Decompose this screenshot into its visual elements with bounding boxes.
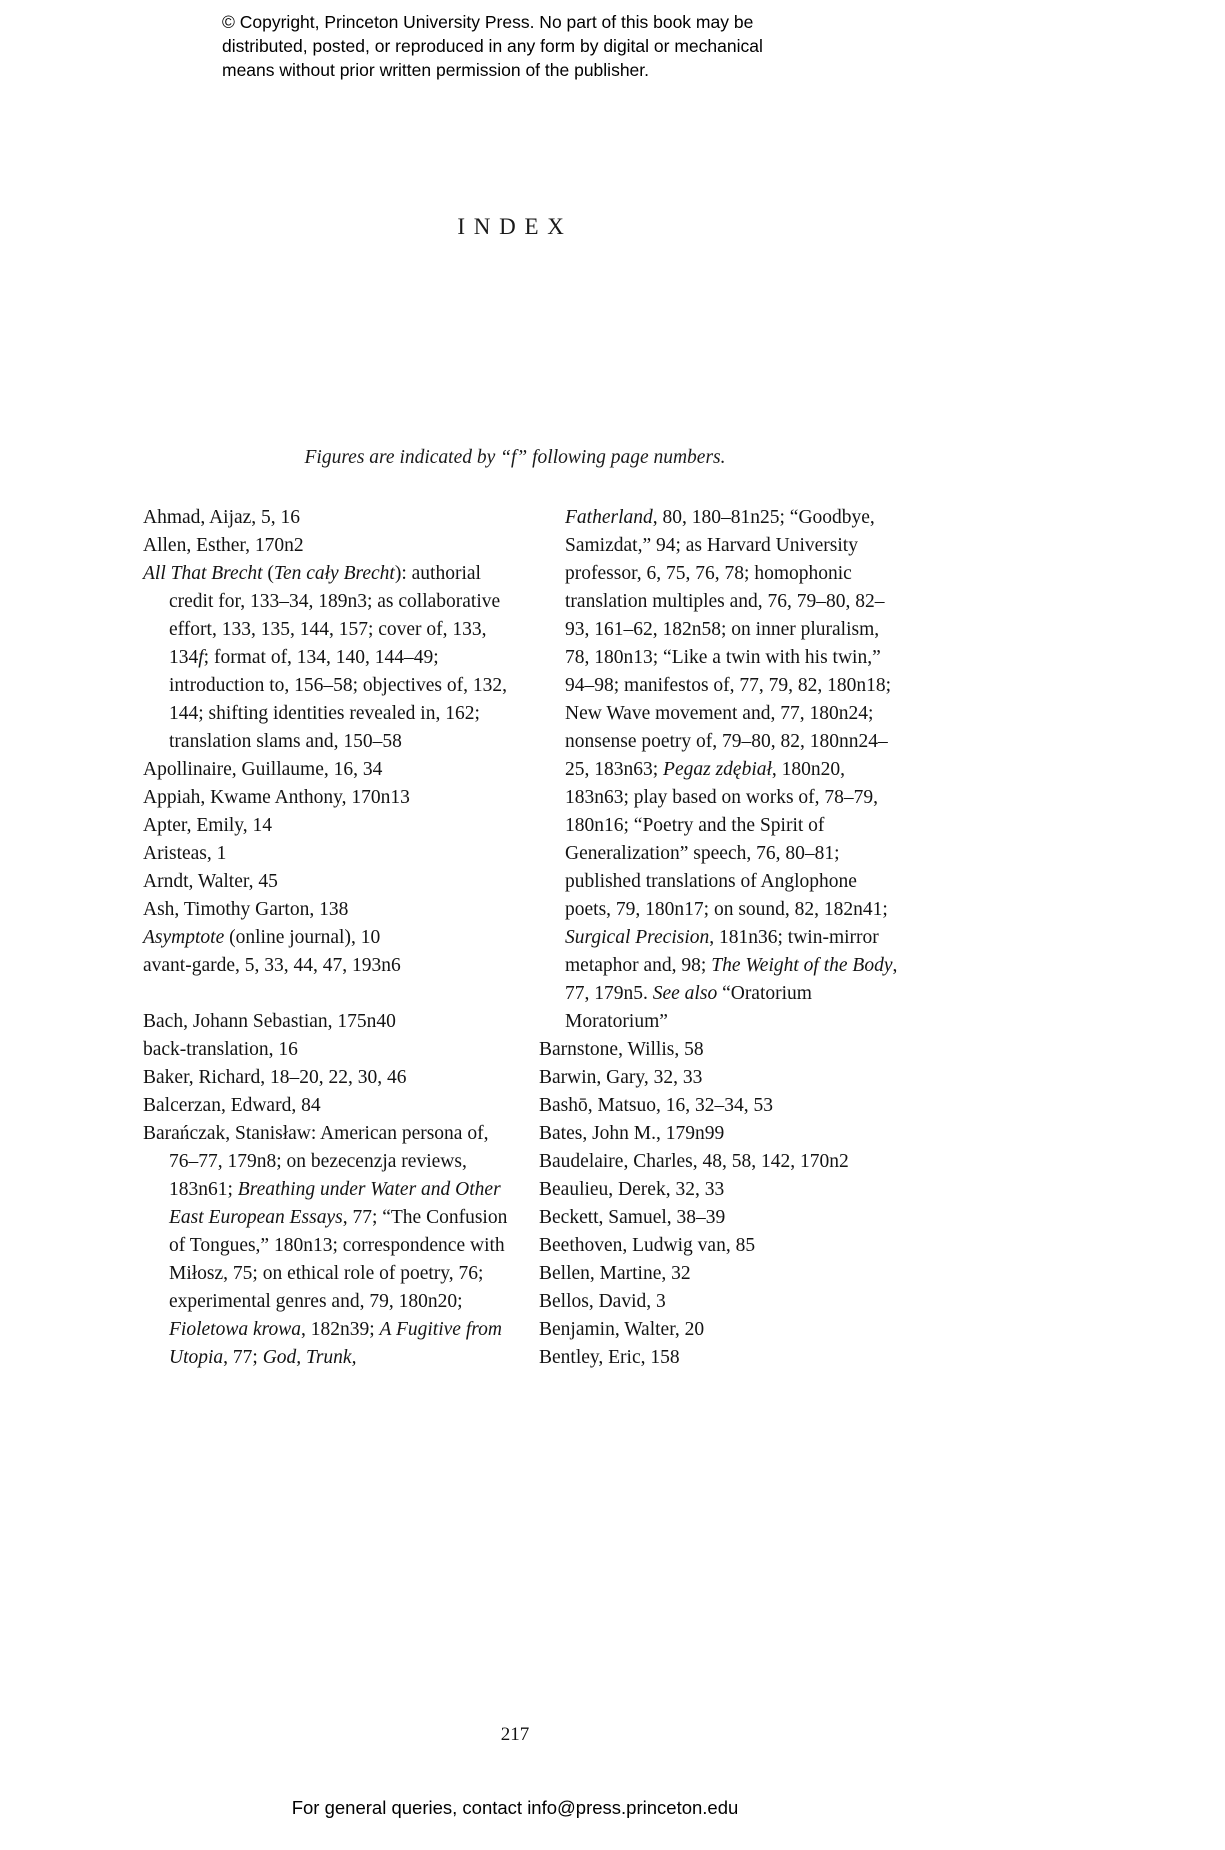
copyright-line: means without prior written permission of the publisher. bbox=[222, 60, 650, 80]
index-entry-italic-text: See also bbox=[652, 983, 718, 1004]
index-entry-text: , 180n20, 183n63; play based on works of, 78–79, 180n16; “Poetry and the Spirit of Generalization” speech, 76, 80–81; published translations of Anglophone poets, 79, 180n17; on sound, 82, 182n41; bbox=[565, 759, 888, 920]
page-number: 217 bbox=[500, 1724, 530, 1745]
index-entry-italic-text: God, Trunk, bbox=[262, 1347, 357, 1368]
index-entry-text: Balcerzan, Edward, 84 bbox=[143, 1095, 321, 1116]
index-entry bbox=[143, 784, 509, 812]
index-entry-italic-text: Pegaz zdębiał bbox=[663, 759, 772, 780]
index-entry-text: Beaulieu, Derek, 32, 33 bbox=[539, 1179, 725, 1200]
index-entry-italic-text: A Fugitive from Utopia bbox=[169, 1319, 502, 1368]
index-entry bbox=[143, 504, 509, 532]
footer-contact: For general queries, contact info@press.princeton.edu bbox=[291, 1797, 739, 1818]
index-entry-text: Barwin, Gary, 32, 33 bbox=[539, 1067, 703, 1088]
copyright-line: © Copyright, Princeton University Press. No part of this book may be bbox=[222, 12, 754, 32]
index-entry-text: Benjamin, Walter, 20 bbox=[539, 1319, 705, 1340]
index-entry-text: , 77; bbox=[223, 1347, 263, 1368]
index-entry-text: Baudelaire, Charles, 48, 58, 142, 170n2 bbox=[539, 1151, 849, 1172]
index-entry-italic-text: f bbox=[198, 647, 204, 668]
index-entry-text: Bashō, Matsuo, 16, 32–34, 53 bbox=[539, 1095, 773, 1116]
index-entry-text: ( bbox=[262, 563, 274, 584]
index-entry-italic-text: Fioletowa krowa bbox=[169, 1319, 301, 1340]
index-columns bbox=[143, 504, 905, 1372]
index-entry bbox=[539, 1344, 905, 1372]
index-entry-text: Beethoven, Ludwig van, 85 bbox=[539, 1235, 756, 1256]
index-entry-italic-text: All That Brecht bbox=[143, 563, 263, 584]
index-column-left bbox=[143, 504, 509, 1372]
index-entry-italic-text: Ten cały Brecht bbox=[273, 563, 395, 584]
index-entry-text: , 80, 180–81n25; “Goodbye, Samizdat,” 94; as Harvard University professor, 6, 75, 76, 78; homophonic translation multiples and, 76, 79–80, 82–93, 161–62, 182n58; on inner pluralism, 78, 180n13; “Like a twin with his twin,” 94–98; manifestos of, 77, 79, 82, 180n18; New Wave movement and, 77, 180n24; nonsense poetry of, 79–80, 82, 180nn24–25, 183n63; bbox=[565, 507, 892, 780]
index-entry-text: Bellos, David, 3 bbox=[539, 1291, 666, 1312]
index-entry-text: avant-garde, 5, 33, 44, 47, 193n6 bbox=[143, 955, 401, 976]
index-entry-text: , 77, 179n5. bbox=[565, 955, 898, 1004]
index-entry bbox=[143, 756, 509, 784]
index-entry-text: Bach, Johann Sebastian, 175n40 bbox=[143, 1011, 396, 1032]
index-entry-text: Baker, Richard, 18–20, 22, 30, 46 bbox=[143, 1067, 407, 1088]
index-entry bbox=[143, 952, 509, 980]
index-entry-text: Arndt, Walter, 45 bbox=[143, 871, 278, 892]
index-entry bbox=[539, 1204, 905, 1232]
index-entry bbox=[143, 924, 509, 952]
index-entry-text: , 77; “The Confusion of Tongues,” 180n13; correspondence with Miłosz, 75; on ethical role of poetry, 76; experimental genres and, 79, 180n20; bbox=[169, 1207, 508, 1312]
index-entry bbox=[539, 1316, 905, 1344]
index-entry bbox=[539, 1120, 905, 1148]
index-entry bbox=[143, 868, 509, 896]
index-entry bbox=[539, 1232, 905, 1260]
index-entry bbox=[143, 812, 509, 840]
index-entry-italic-text: Breathing under Water and Other East European Essays bbox=[169, 1179, 501, 1228]
index-entry-italic-text: Asymptote bbox=[143, 927, 225, 948]
index-entry bbox=[539, 1288, 905, 1316]
index-entry-italic-text: The Weight of the Body bbox=[711, 955, 893, 976]
index-entry bbox=[143, 896, 509, 924]
index-entry bbox=[539, 1176, 905, 1204]
index-entry-text: , 181n36; twin-mirror metaphor and, 98; bbox=[565, 927, 879, 976]
index-entry bbox=[143, 1064, 509, 1092]
index-entry-text: Bentley, Eric, 158 bbox=[539, 1347, 680, 1368]
index-entry bbox=[539, 1064, 905, 1092]
index-entry-text: Barnstone, Willis, 58 bbox=[539, 1039, 704, 1060]
index-entry-text: ): authorial credit for, 133–34, 189n3; as collaborative effort, 133, 135, 144, 157; cover of, 133, 134 bbox=[169, 563, 501, 668]
index-entry-italic-text: Fatherland bbox=[565, 507, 653, 528]
index-entry-text: Allen, Esther, 170n2 bbox=[143, 535, 304, 556]
index-entry-text: Ash, Timothy Garton, 138 bbox=[143, 899, 349, 920]
page-title: INDEX bbox=[457, 214, 573, 239]
index-entry bbox=[143, 1008, 509, 1036]
index-entry bbox=[539, 1036, 905, 1064]
index-entry-text: Bellen, Martine, 32 bbox=[539, 1263, 691, 1284]
index-entry-text: Apollinaire, Guillaume, 16, 34 bbox=[143, 759, 383, 780]
figures-note: Figures are indicated by “f” following page numbers. bbox=[304, 447, 726, 468]
index-column-right bbox=[539, 504, 905, 1372]
index-entry-text: Bates, John M., 179n99 bbox=[539, 1123, 725, 1144]
index-entry-text: “Oratorium Moratorium” bbox=[565, 983, 812, 1032]
index-entry-text: ; format of, 134, 140, 144–49; introduction to, 156–58; objectives of, 132, 144; shifting identities revealed in, 162; translation slams and, 150–58 bbox=[169, 647, 507, 752]
index-entry bbox=[143, 560, 509, 756]
index-entry-text: Ahmad, Aijaz, 5, 16 bbox=[143, 507, 301, 528]
index-entry bbox=[539, 1148, 905, 1176]
index-entry-text: Beckett, Samuel, 38–39 bbox=[539, 1207, 726, 1228]
index-entry-text: Apter, Emily, 14 bbox=[143, 815, 273, 836]
index-entry-text: Barańczak, Stanisław: American persona of, 76–77, 179n8; on bezecenzja reviews, 183n61; bbox=[143, 1123, 489, 1200]
index-entry bbox=[143, 1120, 509, 1372]
index-entry bbox=[143, 1036, 509, 1064]
copyright-line: distributed, posted, or reproduced in any form by digital or mechanical bbox=[222, 36, 763, 56]
index-entry bbox=[143, 840, 509, 868]
index-entry-text: (online journal), 10 bbox=[224, 927, 381, 948]
index-entry bbox=[143, 532, 509, 560]
copyright-notice bbox=[222, 10, 763, 82]
index-entry-text: Appiah, Kwame Anthony, 170n13 bbox=[143, 787, 410, 808]
index-entry bbox=[539, 1092, 905, 1120]
index-entry-text: Aristeas, 1 bbox=[143, 843, 227, 864]
index-entry bbox=[539, 504, 905, 1036]
index-entry bbox=[539, 1260, 905, 1288]
index-entry-text: back-translation, 16 bbox=[143, 1039, 298, 1060]
index-entry-italic-text: Surgical Precision bbox=[565, 927, 710, 948]
index-entry-text: , 182n39; bbox=[300, 1319, 380, 1340]
index-entry bbox=[143, 1092, 509, 1120]
